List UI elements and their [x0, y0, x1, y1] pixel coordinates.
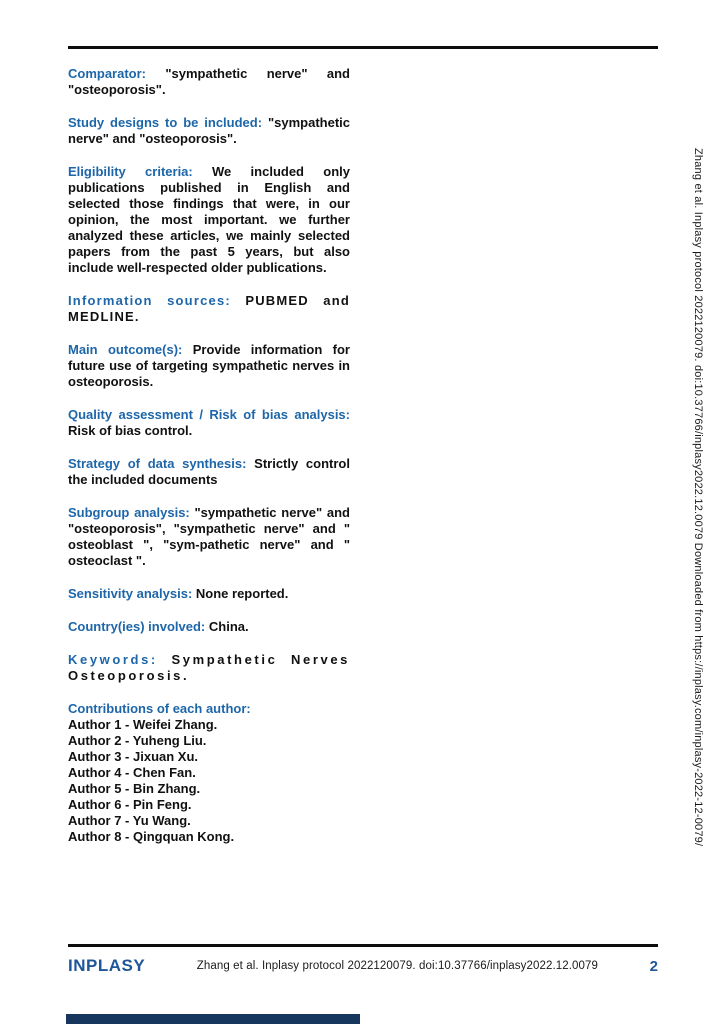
section-label: Information sources: [68, 293, 231, 308]
section-paragraph [68, 293, 350, 325]
author-line: Author 1 - Weifei Zhang. [68, 717, 218, 732]
bottom-accent-bar [66, 1014, 360, 1024]
author-line: Author 4 - Chen Fan. [68, 765, 196, 780]
rotated-citation-sidebar: Zhang et al. Inplasy protocol 2022120079. doi:10.37766/inplasy2022.12.0079 Downloaded from https://inplasy.com/inplasy-2022-12-0079/ [692, 148, 704, 847]
section-label: Main outcome(s): [68, 342, 183, 357]
section-label: Eligibility criteria: [68, 164, 193, 179]
author-line: Author 5 - Bin Zhang. [68, 781, 201, 796]
section-label: Quality assessment / Risk of bias analysis: [68, 407, 350, 422]
section-text: "sympathetic nerve" and "osteoporosis", "sympathetic nerve" and " osteoblast ", "sym-pathetic nerve" and " osteoclast ". [68, 505, 350, 568]
section-paragraph [68, 586, 350, 602]
section-label: Contributions of each author: [68, 701, 251, 716]
section-text: PUBMED and MEDLINE. [68, 293, 350, 324]
section-text: China. [208, 619, 249, 634]
document-body [68, 66, 350, 862]
section-paragraph [68, 66, 350, 98]
section-text: "sympathetic nerve" and "osteoporosis". [68, 66, 350, 97]
section-label: Study designs to be included: [68, 115, 263, 130]
section-text: Provide information for future use of targeting sympathetic nerves in osteoporosis. [68, 342, 350, 389]
section-paragraph [68, 164, 350, 276]
section-text: Risk of bias control. [68, 423, 193, 438]
section-paragraph [68, 619, 350, 635]
section-text: Strictly control the included documents [68, 456, 350, 487]
author-line: Author 8 - Qingquan Kong. [68, 829, 235, 844]
section-text: Sympathetic Nerves Osteoporosis. [68, 652, 350, 683]
section-text: We included only publications published in English and selected those findings that were, in our opinion, the most important. we further analyzed these articles, we mainly selected papers from the past 5 years, but also include well-respected older publications. [68, 164, 350, 275]
section-label: Keywords: [68, 652, 158, 667]
page-footer [68, 956, 658, 976]
section-text: None reported. [195, 586, 289, 601]
footer-citation: Zhang et al. Inplasy protocol 2022120079. doi:10.37766/inplasy2022.12.0079 [196, 960, 599, 972]
author-line: Author 2 - Yuheng Liu. [68, 733, 207, 748]
section-paragraph [68, 701, 350, 845]
author-line: Author 6 - Pin Feng. [68, 797, 192, 812]
author-line: Author 3 - Jixuan Xu. [68, 749, 199, 764]
section-paragraph [68, 115, 350, 147]
top-rule [68, 46, 658, 49]
footer-rule [68, 944, 658, 947]
section-paragraph [68, 505, 350, 569]
inplasy-logo: INPLASY [68, 956, 146, 975]
section-label: Subgroup analysis: [68, 505, 190, 520]
author-line: Author 7 - Yu Wang. [68, 813, 191, 828]
section-paragraph [68, 342, 350, 390]
section-label: Sensitivity analysis: [68, 586, 193, 601]
section-paragraph [68, 407, 350, 439]
section-label: Country(ies) involved: [68, 619, 206, 634]
section-label: Comparator: [68, 66, 147, 81]
section-label: Strategy of data synthesis: [68, 456, 247, 471]
section-paragraph [68, 652, 350, 684]
page-number: 2 [649, 957, 658, 975]
section-text: "sympathetic nerve" and "osteoporosis". [68, 115, 350, 146]
section-paragraph [68, 456, 350, 488]
